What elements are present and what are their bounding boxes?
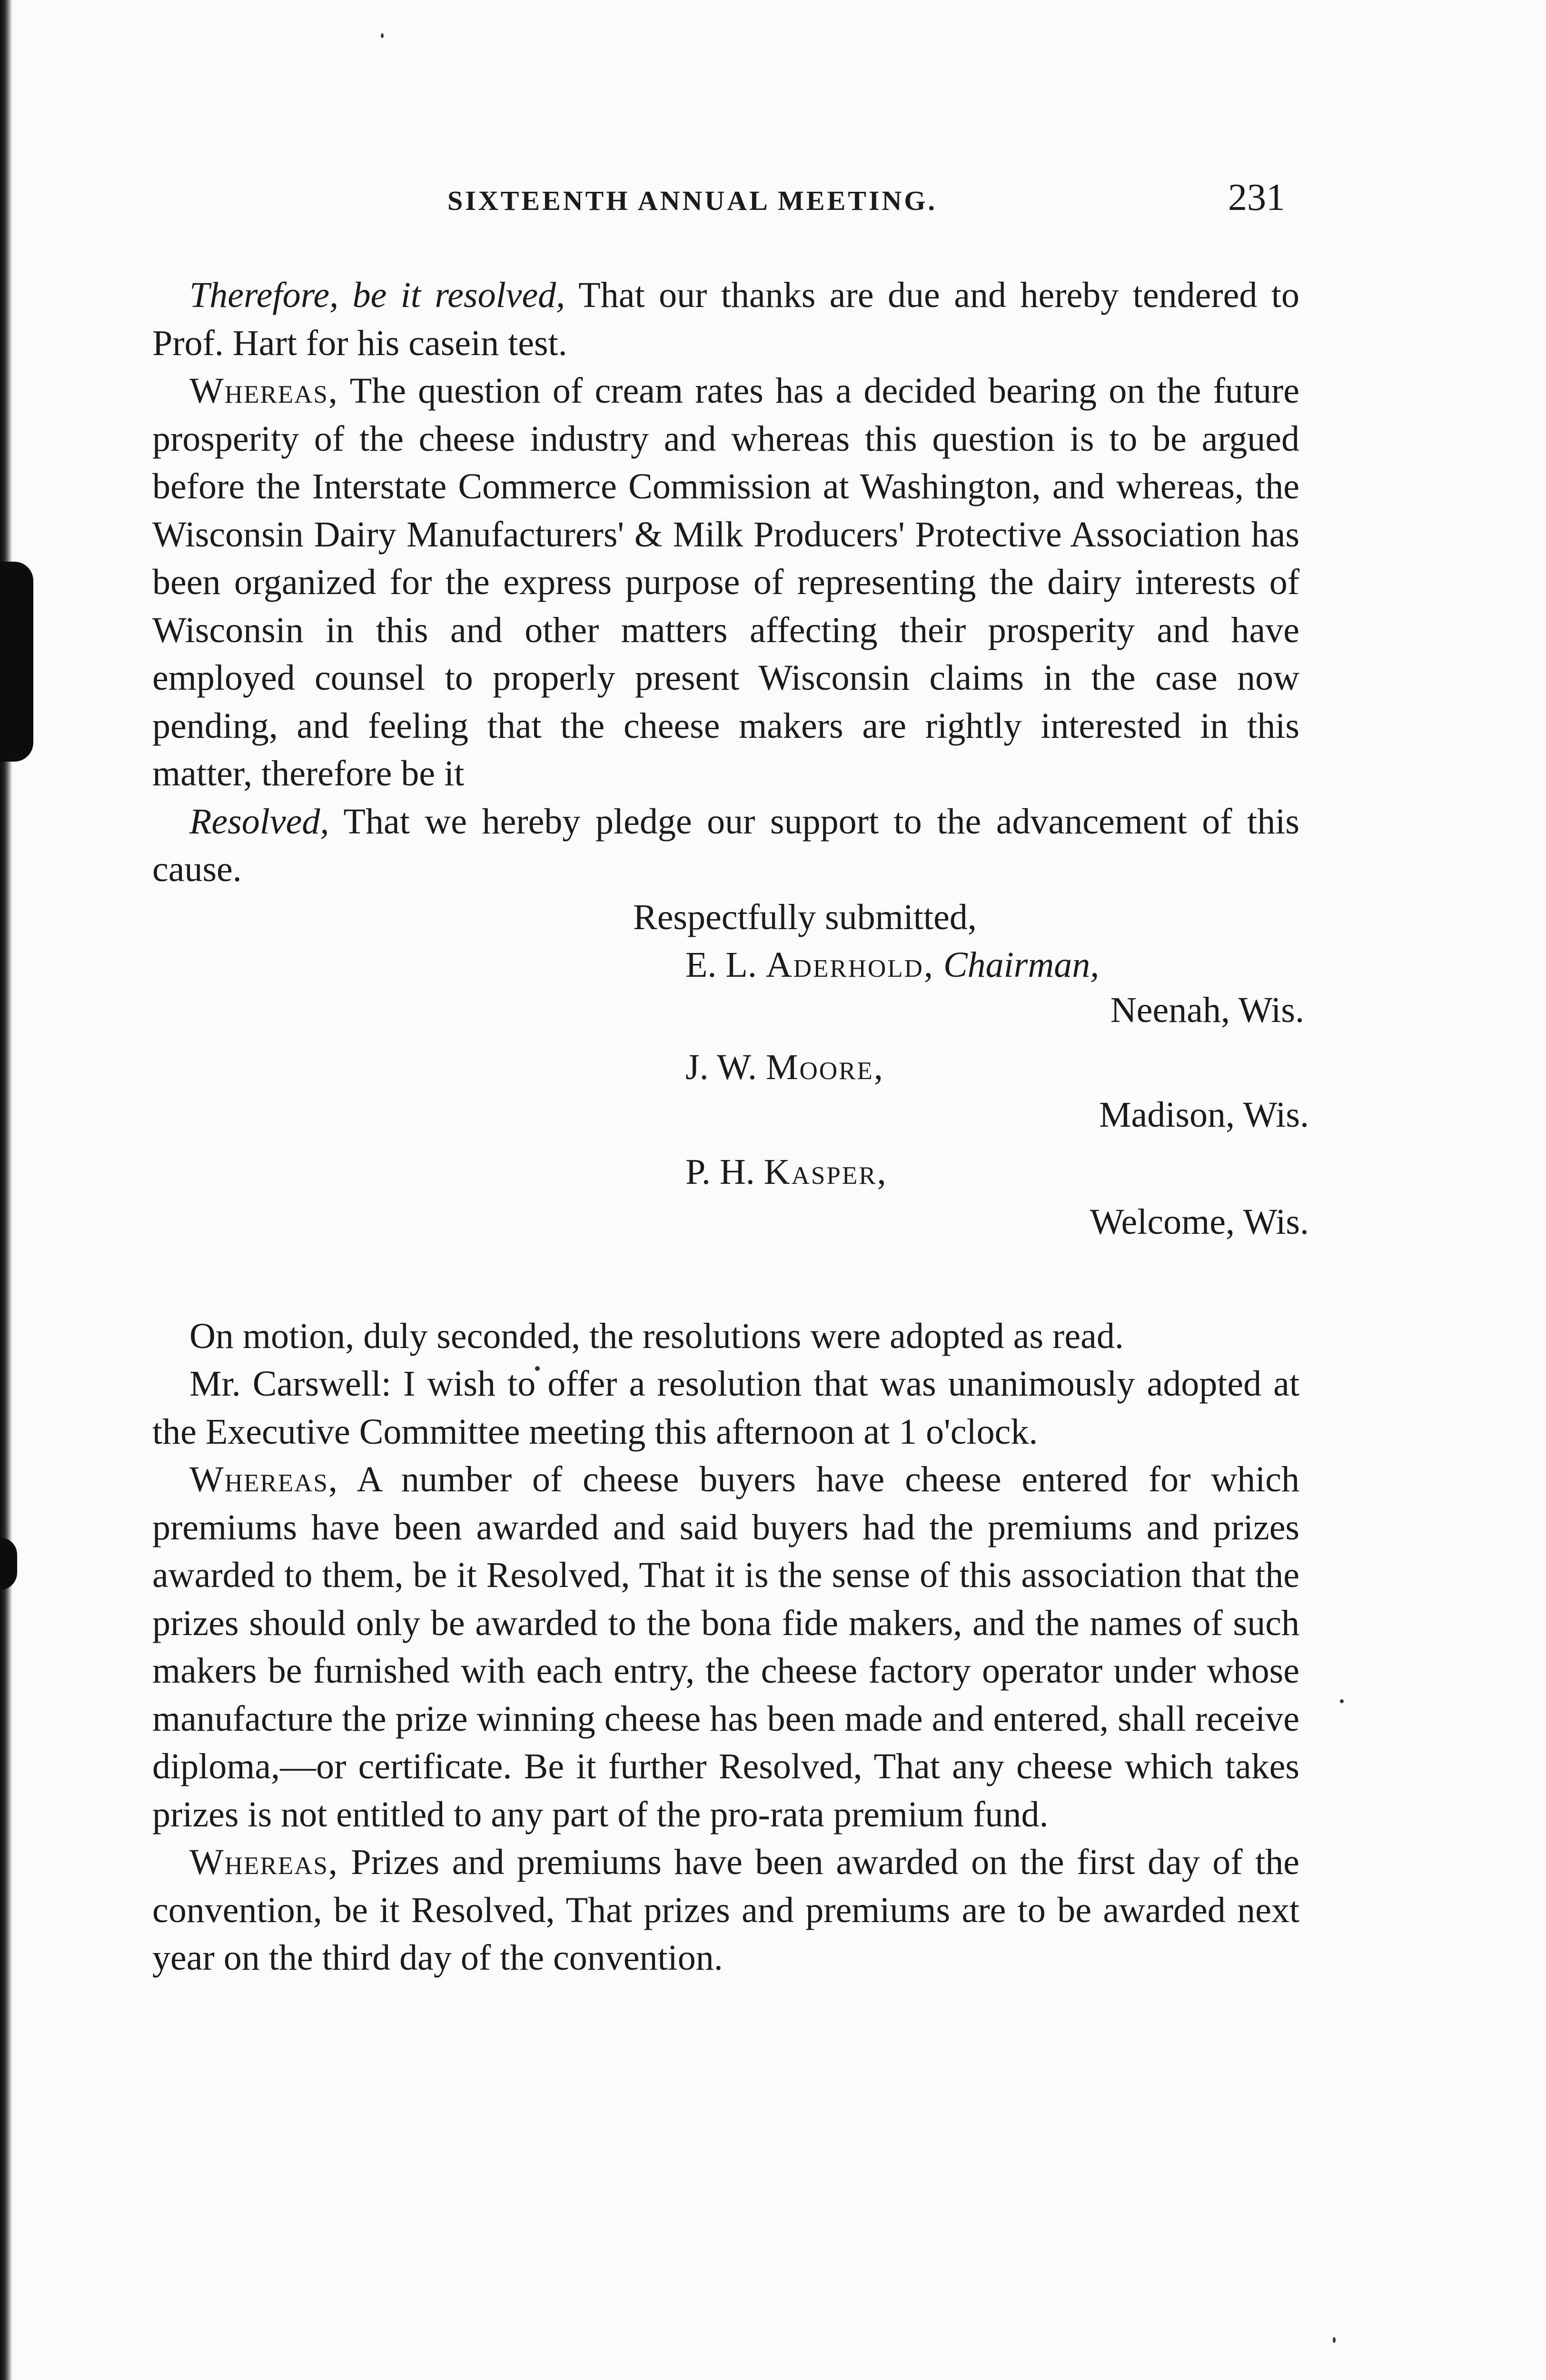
signature-intro: Respectfully submitted,	[633, 897, 977, 937]
signature-initials: P. H.	[685, 1151, 764, 1192]
paragraph-text: That our thanks are due and hereby tendered to Prof. Hart for his casein test.	[152, 275, 1299, 363]
signature-place: Neenah, Wis.	[1110, 990, 1304, 1030]
binding-shadow	[0, 562, 33, 762]
paragraph-text: A number of cheese buyers have cheese entered for which premiums have been awarded and said buyers had the premiums and prizes awarded to them, be it Resolved, That it is the sense of this association that the prizes should only be awarded to the bona fide makers, and the names of such makers be furnished with each entry, the cheese factory operator under whose manufacture the prize winning cheese has been made and entered, shall receive diploma,—or certificate. Be it further Resolved, That any cheese which takes prizes is not entitled to any part of the pro-rata premium fund.	[152, 1459, 1299, 1835]
smallcaps-lead: Whereas,	[189, 371, 338, 411]
signature-name	[685, 1148, 888, 1196]
page-header	[157, 176, 1285, 228]
dust-speck	[381, 33, 384, 38]
paragraph-motion-adopted	[152, 1312, 1299, 1360]
signature-surname: Moore,	[765, 1047, 884, 1087]
dust-speck	[1340, 1699, 1344, 1703]
signature-initials: E. L.	[685, 944, 766, 985]
paragraph-resolution-thanks	[152, 271, 1299, 367]
signature-surname: Kasper,	[763, 1151, 888, 1192]
paragraph-text: On motion, duly seconded, the resolutions were adopted as read.	[189, 1316, 1124, 1356]
signature-surname: Aderhold,	[765, 944, 934, 985]
binding-shadow	[0, 1537, 17, 1590]
running-head: SIXTEENTH ANNUAL MEETING.	[447, 185, 938, 216]
paragraph-whereas-cream-rates	[152, 367, 1299, 798]
binding-edge	[0, 0, 12, 2380]
paragraph-text: That we hereby pledge our support to the advancement of this cause.	[152, 801, 1299, 889]
signature-initials: J. W.	[685, 1047, 766, 1087]
smallcaps-lead: Whereas,	[189, 1842, 338, 1882]
signature-place: Madison, Wis.	[1099, 1094, 1309, 1135]
page-number: 231	[1228, 177, 1285, 218]
paragraph-text: Prizes and premiums have been awarded on the first day of the convention, be it Resolved, That prizes and premiums are to be awarded next year on the third day of the convention.	[152, 1842, 1299, 1978]
paragraph-carswell	[152, 1360, 1299, 1456]
italic-lead: Resolved,	[189, 801, 329, 842]
body-text	[152, 271, 1309, 1982]
signature-block	[152, 893, 1309, 1269]
signature-place: Welcome, Wis.	[1090, 1201, 1309, 1242]
smallcaps-lead: Whereas,	[189, 1459, 338, 1499]
paragraph-whereas-prizes	[152, 1838, 1299, 1982]
spacer	[152, 1269, 1299, 1312]
signature-role: Chairman,	[934, 944, 1100, 985]
signature-name	[685, 941, 1099, 989]
dust-speck	[1333, 2337, 1336, 2343]
italic-lead: Therefore, be it resolved,	[189, 275, 565, 315]
paragraph-whereas-buyers	[152, 1456, 1299, 1838]
paragraph-resolved-support	[152, 798, 1299, 893]
paragraph-text: The question of cream rates has a decided bearing on the future prosperity of the cheese industry and whereas this question is to be argued before the Interstate Commerce Commission at Washington, and whereas, the Wisconsin Dairy Manufacturers' & Milk Producers' Protective Association has been organized for the express purpose of representing the dairy interests of Wisconsin in this and other matters affecting their prosperity and have employed counsel to properly present Wisconsin claims in the case now pending, and feeling that the cheese makers are rightly interested in this matter, therefore be it	[152, 371, 1299, 793]
signature-name	[685, 1043, 884, 1091]
paragraph-text: Mr. Carswell: I wish to offer a resolution that was unanimously adopted at the Executive Committee meeting this afternoon at 1 o'clock.	[152, 1364, 1299, 1452]
